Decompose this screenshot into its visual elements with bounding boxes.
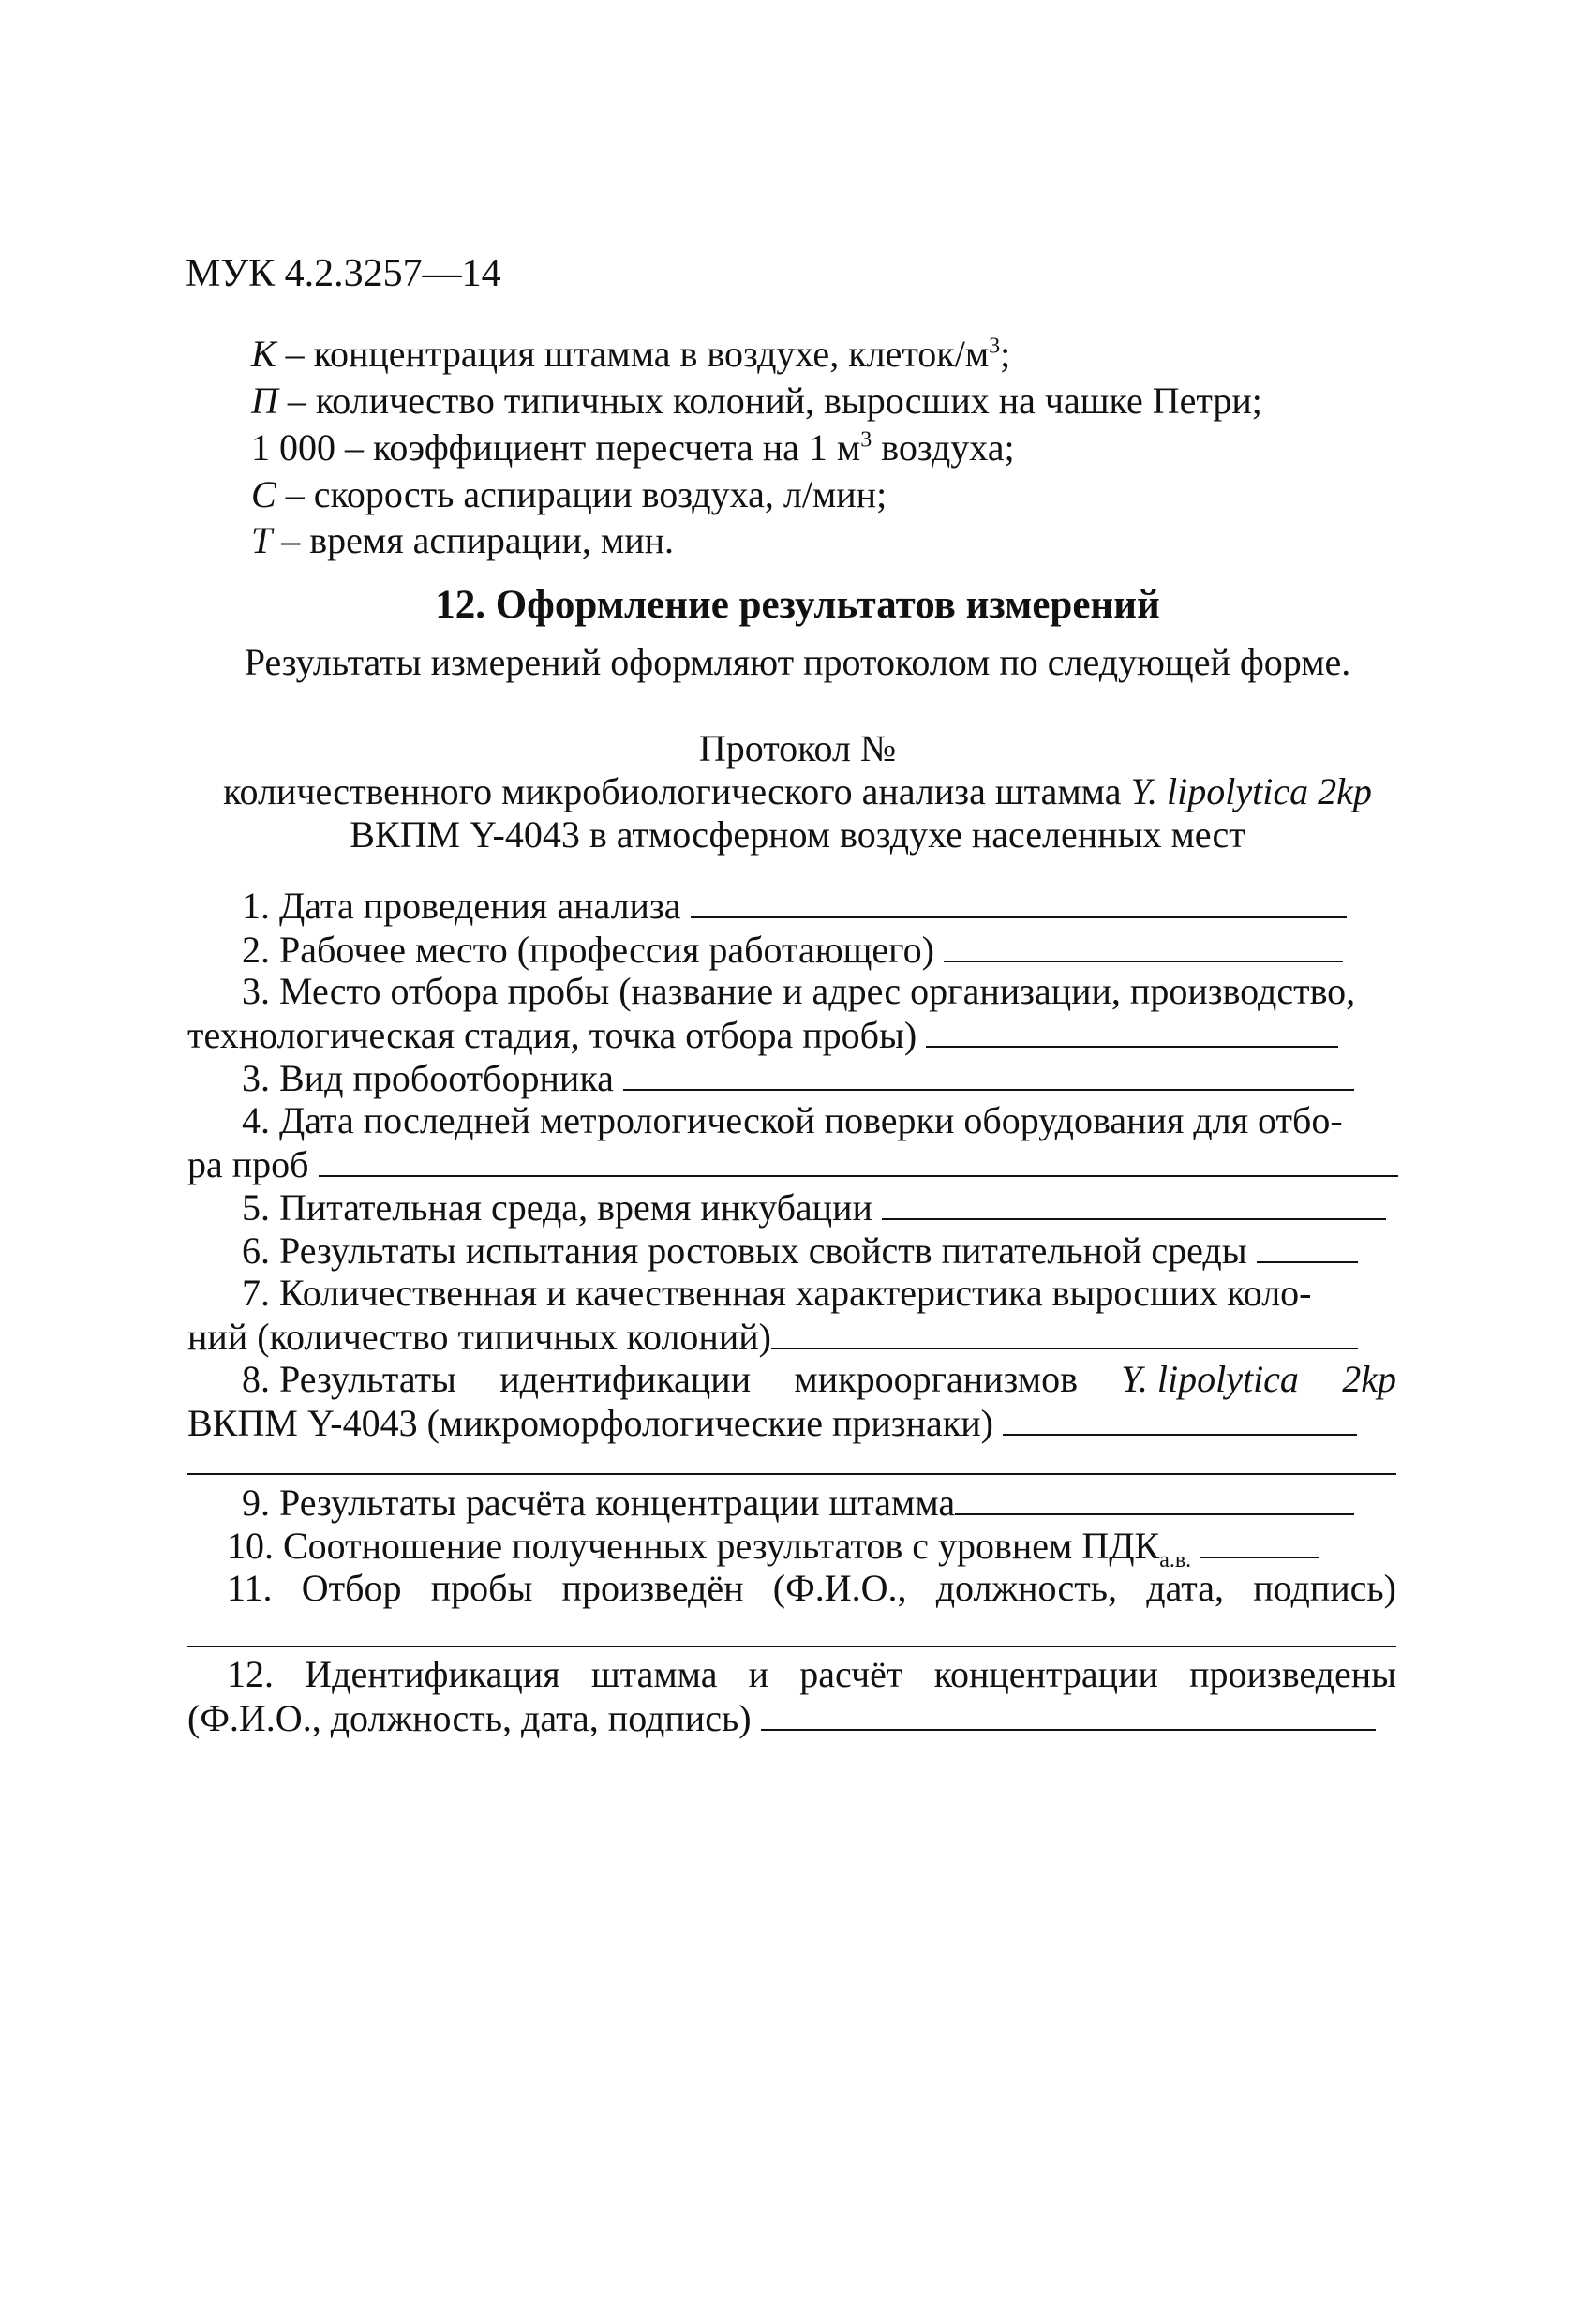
item-4-line2: ра проб	[187, 1141, 1398, 1187]
item-8-line2: ВКПМ Y-4043 (микроморфологические признаки)	[187, 1400, 1357, 1446]
item-9: 9. Результаты расчёта концентрации штамма	[242, 1480, 1354, 1526]
definition-p: П – количество типичных колоний, выросших на чашке Петри;	[251, 380, 1262, 422]
item-10: 10. Соотношение полученных результатов с уровнем $ПДК_{а.в.}$	[227, 1523, 1319, 1569]
definition-k: К – концентрация штамма в воздухе, клеток/$м^3$;	[251, 333, 1011, 375]
item-2-blank	[944, 927, 1343, 962]
item-7-line1: 7. Количественная и качественная характеристика выросших коло-	[242, 1272, 1312, 1314]
item-6-blank	[1257, 1228, 1358, 1263]
section-intro: Результаты измерений оформляют протоколом по следующей форме.	[244, 641, 1351, 683]
item-8-line1: 8. Результаты идентификации микроорганизмов Y. lipolytica 2kp	[242, 1358, 1396, 1400]
item-2: 2. Рабочее место (профессия работающего)	[242, 927, 1343, 973]
item-7-line2: ний (количество типичных колоний)	[187, 1314, 1358, 1360]
item-3-sampler-blank	[623, 1055, 1354, 1091]
protocol-subtitle-line1: количественного микробиологического анализа штамма Y. lipolytica 2kp	[223, 770, 1372, 812]
item-10-blank	[1200, 1523, 1319, 1558]
item-12-blank	[761, 1695, 1376, 1731]
item-8-extra-blank	[187, 1473, 1396, 1475]
definition-c: С – скорость аспирации воздуха, л/мин;	[251, 473, 887, 515]
item-7-blank	[771, 1314, 1358, 1349]
item-3-line1: 3. Место отбора пробы (название и адрес организации, производство,	[242, 970, 1356, 1012]
item-5-blank	[882, 1184, 1386, 1220]
item-3-sampler: 3. Вид пробоотборника	[242, 1055, 1354, 1101]
item-12-line1: 12. Идентификация штамма и расчёт концентрации произведены	[227, 1653, 1396, 1695]
item-8-blank	[1003, 1400, 1357, 1436]
item-3-line2: технологическая стадия, точка отбора пробы)	[187, 1012, 1338, 1058]
item-1-blank	[691, 883, 1347, 918]
section-title: 12. Оформление результатов измерений	[435, 583, 1160, 627]
item-3-blank	[926, 1012, 1338, 1048]
definition-t: Т – время аспирации, мин.	[251, 519, 675, 561]
document-code: МУК 4.2.3257—14	[186, 252, 501, 295]
item-1: 1. Дата проведения анализа	[242, 883, 1347, 929]
item-6: 6. Результаты испытания ростовых свойств питательной среды	[242, 1228, 1358, 1274]
item-5: 5. Питательная среда, время инкубации	[242, 1184, 1386, 1230]
item-4-blank	[319, 1141, 1398, 1177]
item-9-blank	[955, 1480, 1354, 1515]
definition-1000: 1 000 – коэффициент пересчета на 1 $м^3$ воздуха;	[251, 426, 1015, 469]
item-11-blank	[187, 1646, 1396, 1647]
item-12-line2: (Ф.И.О., должность, дата, подпись)	[187, 1695, 1376, 1741]
item-11: 11. Отбор пробы произведён (Ф.И.О., должность, дата, подпись)	[227, 1567, 1396, 1609]
item-4-line1: 4. Дата последней метрологической поверки оборудования для отбо-	[242, 1099, 1343, 1141]
protocol-title: Протокол №	[698, 727, 897, 769]
protocol-subtitle-line2: ВКПМ Y-4043 в атмосферном воздухе населенных мест	[350, 813, 1245, 856]
